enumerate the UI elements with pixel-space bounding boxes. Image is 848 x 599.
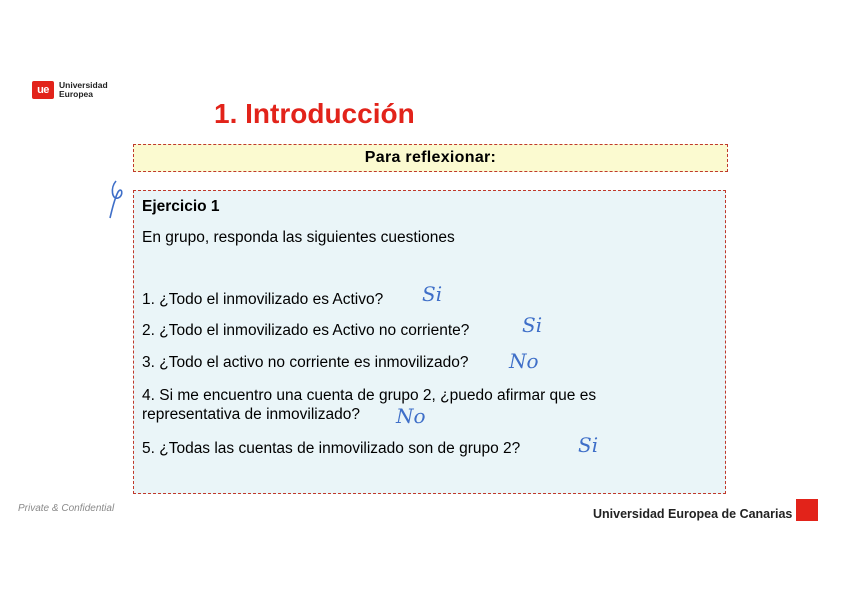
handwritten-answer-1: Si: [422, 282, 443, 306]
logo-line2: Europea: [59, 89, 94, 99]
handwritten-answer-5: Si: [578, 433, 599, 457]
footer-institution: Universidad Europea de Canarias: [593, 507, 793, 521]
handwritten-answer-2: Si: [522, 313, 543, 337]
brand-square-icon: [796, 499, 818, 521]
handwritten-answer-3: No: [509, 349, 539, 373]
handwritten-answer-4: No: [396, 404, 426, 428]
exercise-heading: Ejercicio 1: [142, 198, 220, 215]
exercise-panel: [133, 190, 726, 494]
slide-title: 1. Introducción: [214, 98, 415, 129]
reflection-banner: Para reflexionar:: [133, 144, 728, 172]
question-4-line1: 4. Si me encuentro una cuenta de grupo 2, ¿puedo afirmar que es: [142, 387, 597, 404]
question-1: 1. ¿Todo el inmovilizado es Activo?: [142, 291, 384, 308]
university-logo: [32, 81, 108, 99]
exercise-instruction: En grupo, responda las siguientes cuestiones: [142, 229, 455, 246]
confidential-label: Private & Confidential: [18, 503, 115, 514]
logo-text: [59, 81, 108, 99]
question-5: 5. ¿Todas las cuentas de inmovilizado son de grupo 2?: [142, 440, 521, 457]
question-3: 3. ¿Todo el activo no corriente es inmovilizado?: [142, 354, 469, 371]
question-2: 2. ¿Todo el inmovilizado es Activo no corriente?: [142, 322, 470, 339]
logo-line1: Universidad: [59, 80, 108, 90]
handwritten-margin-mark-icon: [106, 178, 130, 220]
ue-logo-icon: ue: [32, 81, 54, 99]
question-4-line2: representativa de inmovilizado?: [142, 406, 360, 423]
